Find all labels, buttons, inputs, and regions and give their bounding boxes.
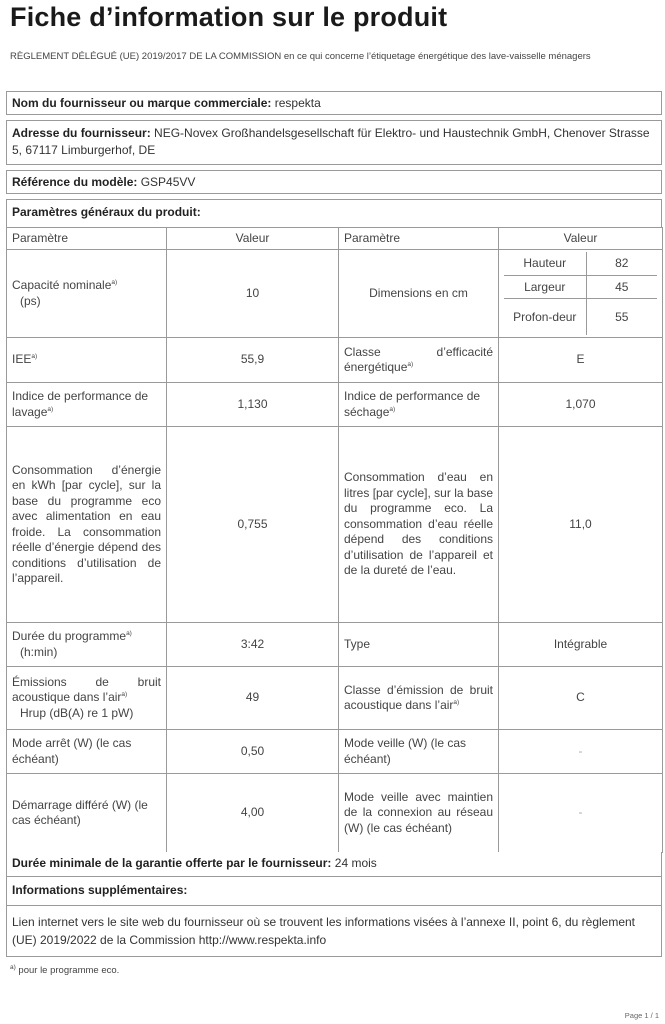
additional-info-label: Informations supplémentaires: xyxy=(12,883,188,897)
standby-value: - xyxy=(499,730,663,774)
noise-value: 49 xyxy=(167,667,339,730)
model-value: GSP45VV xyxy=(140,175,196,189)
table-row xyxy=(7,774,663,853)
address-label: Adresse du fournisseur: xyxy=(12,126,151,140)
noise-class-value: C xyxy=(499,667,663,730)
warranty-label: Durée minimale de la garantie offerte par le fournisseur: xyxy=(12,856,332,870)
footnote: $^{a)}$ pour le programme eco. xyxy=(10,963,120,976)
type-label: Type xyxy=(339,623,499,667)
networked-standby-label: Mode veille avec maintien de la connexion au réseau (W) (le cas échéant) xyxy=(339,774,499,853)
address-value: NEG-Novex Großhandelsgesellschaft für Elektro- und Haustechnik GmbH, Chenover Strasse 5, 67117 Limburgerhof, DE xyxy=(12,126,650,157)
parameters-table xyxy=(6,227,663,853)
table-row xyxy=(7,623,663,667)
drying-index-value: 1,070 xyxy=(499,383,663,427)
table-row xyxy=(7,383,663,427)
header-param-1: Paramètre xyxy=(7,228,167,250)
noise-label: Émissions de bruit acoustique dans l’air$^{a)}$ Hrup (dB(A) re 1 pW) xyxy=(7,667,167,730)
duration-label: Durée du programme$^{a)}$ (h:min) xyxy=(7,623,167,667)
table-row xyxy=(7,427,663,623)
capacity-value: 10 xyxy=(167,250,339,338)
supplier-label: Nom du fournisseur ou marque commerciale: xyxy=(12,96,272,110)
dimensions-label: Dimensions en cm xyxy=(339,250,499,338)
header-param-2: Paramètre xyxy=(339,228,499,250)
standby-label: Mode veille (W) (le cas échéant) xyxy=(339,730,499,774)
regulation-reference: RÈGLEMENT DÉLÉGUÉ (UE) 2019/2017 DE LA COMMISSION en ce qui concerne l’étiquetage énergétique des lave-vaisselle ménagers xyxy=(10,51,591,62)
supplier-box xyxy=(6,91,662,115)
address-box xyxy=(6,120,662,165)
dimensions-cell xyxy=(499,250,663,338)
cleaning-index-value: 1,130 xyxy=(167,383,339,427)
table-header-row xyxy=(7,228,663,250)
general-params-title: Paramètres généraux du produit: xyxy=(12,205,201,219)
model-box xyxy=(6,170,662,194)
energy-class-value: E xyxy=(499,338,663,383)
type-value: Intégrable xyxy=(499,623,663,667)
width-value: 45 xyxy=(586,275,657,298)
capacity-label: Capacité nominale$^{a)}$ (ps) xyxy=(7,250,167,338)
page-title: Fiche d’information sur le produit xyxy=(10,2,448,32)
water-consumption-label: Consommation d’eau en litres [par cycle], sur la base du programme eco. La consommation d’eau réelle dépend des conditions d’utilisation de l’appareil et de la dureté de l’eau. xyxy=(339,427,499,623)
delay-start-label: Démarrage différé (W) (le cas échéant) xyxy=(7,774,167,853)
energy-consumption-value: 0,755 xyxy=(167,427,339,623)
table-row xyxy=(7,667,663,730)
general-params-box xyxy=(6,199,662,228)
depth-value: 55 xyxy=(615,309,629,324)
networked-standby-value: - xyxy=(499,774,663,853)
table-row xyxy=(7,338,663,383)
off-mode-value: 0,50 xyxy=(167,730,339,774)
height-value: 82 xyxy=(586,252,657,275)
table-row xyxy=(7,730,663,774)
warranty-value: 24 mois xyxy=(334,856,377,870)
depth-label: Profon-deur xyxy=(504,298,586,335)
dimensions-subtable xyxy=(504,252,657,335)
supplier-value: respekta xyxy=(274,96,321,110)
height-label: Hauteur xyxy=(504,252,586,275)
header-value-1: Valeur xyxy=(167,228,339,250)
model-label: Référence du modèle: xyxy=(12,175,138,189)
additional-info-box xyxy=(6,877,662,957)
additional-info-text: Lien internet vers le site web du fournisseur où se trouvent les informations visées à l’annexe II, point 6, du règlement (UE) 2019/2022 de la Commission http://www.respekta.info xyxy=(12,915,636,947)
header-value-2: Valeur xyxy=(499,228,663,250)
off-mode-label: Mode arrêt (W) (le cas échéant) xyxy=(7,730,167,774)
warranty-box xyxy=(6,852,662,877)
eei-value: 55,9 xyxy=(167,338,339,383)
eei-label: IEE$^{a)}$ xyxy=(7,338,167,383)
table-row xyxy=(7,250,663,338)
drying-index-label: Indice de performance de séchage$^{a)}$ xyxy=(339,383,499,427)
noise-class-label: Classe d’émission de bruit acoustique dans l’air$^{a)}$ xyxy=(339,667,499,730)
water-consumption-value: 11,0 xyxy=(499,427,663,623)
delay-start-value: 4,00 xyxy=(167,774,339,853)
width-label: Largeur xyxy=(504,275,586,298)
energy-class-label: Classe d’efficacité énergétique$^{a)}$ xyxy=(339,338,499,383)
cleaning-index-label: Indice de performance de lavage$^{a)}$ xyxy=(7,383,167,427)
duration-value: 3:42 xyxy=(167,623,339,667)
energy-consumption-label: Consommation d’énergie en kWh [par cycle], sur la base du programme eco avec alimentation en eau froide. La consommation réelle d’énergie dépend des conditions d’utilisation de l’appareil. xyxy=(7,427,167,623)
page-number: Page 1 / 1 xyxy=(624,1011,659,1020)
